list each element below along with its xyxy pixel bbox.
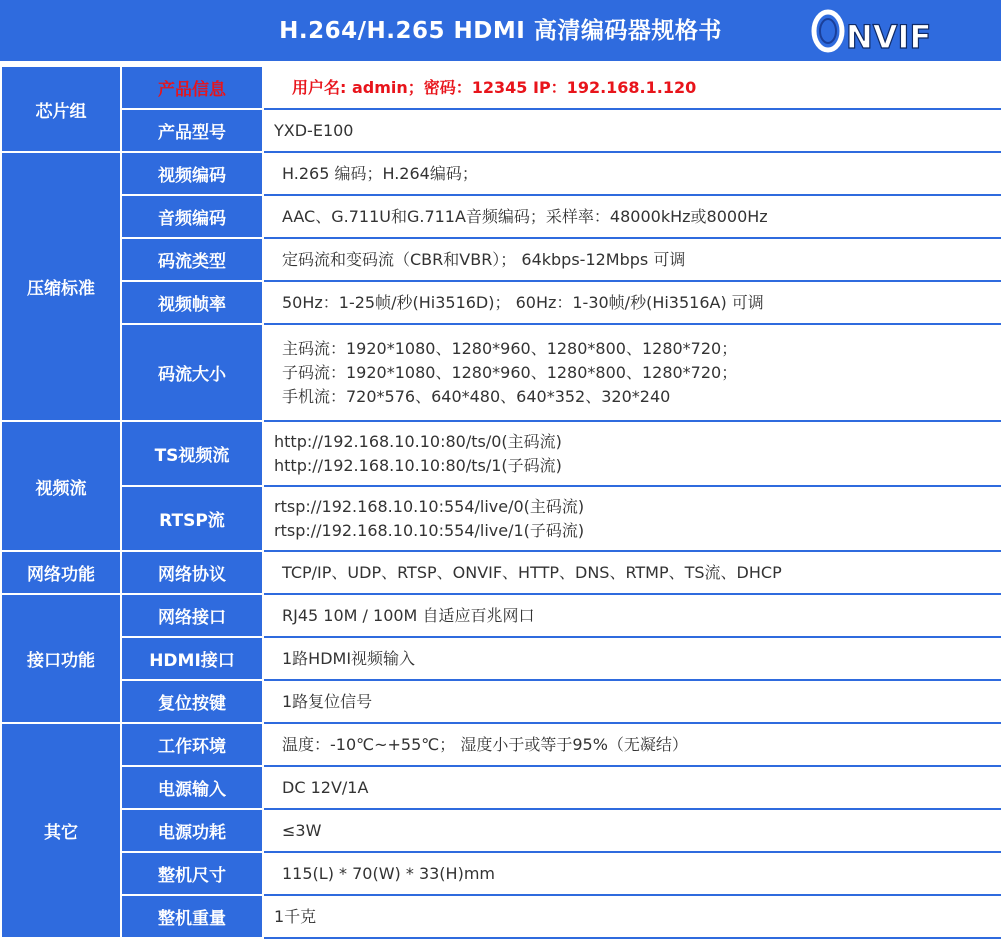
row-label: 码流类型: [121, 238, 263, 281]
table-row: [1, 852, 1001, 895]
category-cell: 接口功能: [1, 594, 121, 723]
table-row: [1, 109, 1001, 152]
row-value: 主码流：1920*1080、1280*960、1280*800、1280*720； 子码流：1920*1080、1280*960、1280*800、1280*720； 手机流：720*576、640*480、640*352、320*240: [263, 324, 1001, 421]
row-label: 整机尺寸: [121, 852, 263, 895]
page-title: H.264/H.265 HDMI 高清编码器规格书: [279, 18, 722, 44]
table-row: [1, 238, 1001, 281]
table-row: [1, 486, 1001, 551]
table-row: [1, 324, 1001, 421]
table-row: [1, 723, 1001, 766]
table-row: [1, 195, 1001, 238]
row-value: DC 12V/1A: [263, 766, 1001, 809]
table-row: [1, 551, 1001, 594]
row-value: rtsp://192.168.10.10:554/live/0(主码流) rtsp://192.168.10.10:554/live/1(子码流): [263, 486, 1001, 551]
row-value: 115(L) * 70(W) * 33(H)mm: [263, 852, 1001, 895]
table-row: [1, 594, 1001, 637]
row-label: 电源功耗: [121, 809, 263, 852]
table-row: [1, 766, 1001, 809]
row-label: 码流大小: [121, 324, 263, 421]
row-value: H.265 编码；H.264编码；: [263, 152, 1001, 195]
title-bar: [0, 0, 1001, 63]
category-cell: 其它: [1, 723, 121, 938]
row-label: 复位按键: [121, 680, 263, 723]
category-cell: 芯片组: [1, 66, 121, 152]
row-value: 1路复位信号: [263, 680, 1001, 723]
row-value: http://192.168.10.10:80/ts/0(主码流) http://192.168.10.10:80/ts/1(子码流): [263, 421, 1001, 486]
row-label: HDMI接口: [121, 637, 263, 680]
row-value: 定码流和变码流（CBR和VBR）； 64kbps-12Mbps 可调: [263, 238, 1001, 281]
category-cell: 视频流: [1, 421, 121, 551]
spec-table: [0, 65, 1001, 939]
row-label: 网络协议: [121, 551, 263, 594]
row-label: 视频帧率: [121, 281, 263, 324]
onvif-logo: [808, 8, 938, 54]
row-value: 50Hz：1-25帧/秒(Hi3516D)； 60Hz：1-30帧/秒(Hi3516A) 可调: [263, 281, 1001, 324]
row-value: 1路HDMI视频输入: [263, 637, 1001, 680]
table-row: [1, 66, 1001, 109]
row-label: 电源输入: [121, 766, 263, 809]
row-label: 音频编码: [121, 195, 263, 238]
category-cell: 压缩标准: [1, 152, 121, 421]
row-label: 视频编码: [121, 152, 263, 195]
row-label: TS视频流: [121, 421, 263, 486]
category-cell: 网络功能: [1, 551, 121, 594]
table-row: [1, 421, 1001, 486]
row-label: RTSP流: [121, 486, 263, 551]
table-row: [1, 281, 1001, 324]
row-value: ≤3W: [263, 809, 1001, 852]
row-value: 用户名: admin；密码：12345 IP：192.168.1.120: [263, 66, 1001, 109]
table-row: [1, 637, 1001, 680]
table-row: [1, 895, 1001, 938]
svg-text:NVIF: NVIF: [846, 18, 932, 54]
row-value: AAC、G.711U和G.711A音频编码；采样率：48000kHz或8000Hz: [263, 195, 1001, 238]
row-label: 整机重量: [121, 895, 263, 938]
row-value: TCP/IP、UDP、RTSP、ONVIF、HTTP、DNS、RTMP、TS流、DHCP: [263, 551, 1001, 594]
row-value: 温度：-10℃~+55℃； 湿度小于或等于95%（无凝结）: [263, 723, 1001, 766]
row-label: 网络接口: [121, 594, 263, 637]
row-label: 产品信息: [121, 66, 263, 109]
row-label: 工作环境: [121, 723, 263, 766]
row-value: RJ45 10M / 100M 自适应百兆网口: [263, 594, 1001, 637]
table-row: [1, 809, 1001, 852]
row-value: 1千克: [263, 895, 1001, 938]
table-row: [1, 680, 1001, 723]
row-label: 产品型号: [121, 109, 263, 152]
table-row: [1, 152, 1001, 195]
row-value: YXD-E100: [263, 109, 1001, 152]
